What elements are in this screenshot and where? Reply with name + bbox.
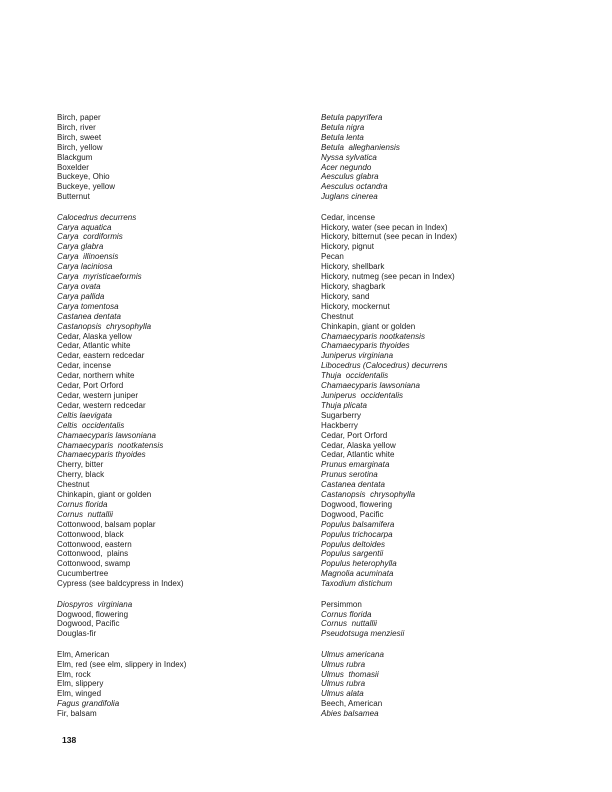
list-item: Cedar, Alaska yellow [321,440,396,450]
list-item: Dogwood, flowering [57,609,129,619]
list-item: Ulmus alata [321,689,364,699]
list-item: Elm, winged [57,689,102,699]
list-item: Chamaecyparis lawsoniana [321,381,421,391]
list-item: Chamaecyparis thyoides [321,341,410,351]
list-item: Cypress (see baldcypress in Index) [57,579,184,589]
list-item: Fagus grandifolia [57,699,120,709]
list-item: Cedar, Port Orford [57,381,124,391]
list-item: Cedar, western juniper [57,390,139,400]
list-item: Dogwood, Pacific [57,619,120,629]
list-block [57,650,321,719]
list-item: Diospyros virginiana [57,599,133,609]
list-item: Butternut [57,192,90,202]
list-item: Hackberry [321,420,358,430]
list-item: Populus trichocarpa [321,529,393,539]
list-item: Carya glabra [57,242,104,252]
two-column-name-list [0,113,612,730]
list-item: Dogwood, flowering [321,499,393,509]
list-block [57,600,321,640]
list-item: Castanopsis chrysophylla [321,490,416,500]
list-item: Cottonwood, balsam poplar [57,519,156,529]
list-item: Thuja plicata [321,400,368,410]
list-item: Cedar, Atlantic white [57,341,131,351]
list-item: Elm, American [57,649,110,659]
list-item: Hickory, bitternut (see pecan in Index) [321,232,458,242]
list-item: Aesculus octandra [321,182,388,192]
list-item: Betula alleghaniensis [321,142,400,152]
list-item: Cottonwood, swamp [57,559,131,569]
column-right-names [321,113,601,730]
list-item: Elm, slippery [57,679,104,689]
list-item: Carya cordiformis [57,232,123,242]
list-item: Cedar, incense [57,361,112,371]
list-item: Hickory, shagbark [321,282,386,291]
list-item: Hickory, mockernut [321,301,390,311]
list-item: Celtis laevigata [57,410,113,420]
list-item: Cedar, northern white [57,371,135,381]
list-item: Castanopsis chrysophylla [57,321,152,331]
list-item: Hickory, water (see pecan in Index) [321,222,448,232]
list-item: Carya pallida [57,291,105,301]
list-block [321,113,601,202]
list-item: Birch, paper [57,113,101,122]
list-item: Chamaecyparis lawsoniana [57,430,157,440]
list-item: Carya illinoensis [57,252,119,262]
list-item: Thuja occidentalis [321,371,389,381]
list-item: Birch, river [57,122,96,132]
list-item: Elm, rock [57,669,91,679]
list-item: Chamaecyparis nootkatensis [321,331,426,341]
list-block [321,650,601,719]
list-item: Chamaecyparis thyoides [57,450,146,460]
list-item: Magnolia acuminata [321,569,394,579]
list-item: Ulmus rubra [321,679,366,689]
list-item: Populus heterophylla [321,559,397,569]
list-item: Populus balsamifera [321,519,395,529]
list-item: Sugarberry [321,410,362,420]
list-item: Hickory, sand [321,291,370,301]
list-item: Cedar, Atlantic white [321,450,395,460]
list-item: Prunus emarginata [321,460,390,470]
list-item: Boxelder [57,162,89,172]
list-item: Celtis occidentalis [57,420,125,430]
list-item: Populus sargentii [321,549,384,559]
list-item: Carya aquatica [57,222,112,232]
list-item: Libocedrus (Calocedrus) decurrens [321,361,448,371]
list-item: Juniperus occidentalis [321,390,404,400]
list-item: Carya laciniosa [57,262,113,272]
list-item: Betula papyrifera [321,113,383,122]
list-item: Hickory, nutmeg (see pecan in Index) [321,272,455,282]
list-item: Cucumbertree [57,569,109,579]
list-item: Cottonwood, plains [57,549,129,559]
list-item: Betula nigra [321,122,365,132]
list-item: Pseudotsuga menziesii [321,629,405,639]
list-item: Cornus nuttallii [57,509,113,519]
list-item: Fir, balsam [57,709,97,719]
list-item: Chinkapin, giant or golden [321,321,416,331]
list-item: Cherry, bitter [57,460,104,470]
list-item: Cornus florida [57,499,108,509]
list-item: Cedar, Alaska yellow [57,331,132,341]
list-item: Cottonwood, eastern [57,539,132,549]
list-block [57,213,321,589]
list-block [321,213,601,589]
list-item: Hickory, shellbark [321,262,385,272]
list-item: Beech, American [321,699,383,709]
list-item: Ulmus americana [321,649,384,659]
list-item: Carya tomentosa [57,301,119,311]
list-item: Cottonwood, black [57,529,124,539]
list-item: Birch, yellow [57,142,103,152]
list-item: Abies balsamea [321,709,379,719]
list-item: Taxodium distichum [321,579,393,589]
list-item: Castanea dentata [321,480,385,490]
list-item: Buckeye, yellow [57,182,116,192]
list-item: Aesculus glabra [321,172,379,182]
list-item: Blackgum [57,152,93,162]
list-item: Nyssa sylvatica [321,152,377,162]
list-item: Chestnut [321,311,354,321]
list-item: Cornus florida [321,609,372,619]
list-item: Juglans cinerea [321,192,378,202]
list-block [321,600,601,640]
list-item: Juniperus virginiana [321,351,394,361]
list-item: Douglas-fir [57,629,97,639]
list-item: Castanea dentata [57,311,121,321]
list-item: Carya myristicaeformis [57,272,142,282]
list-item: Cornus nuttallii [321,619,377,629]
list-item: Dogwood, Pacific [321,509,384,519]
list-item: Prunus serotina [321,470,378,480]
list-item: Cedar, incense [321,212,376,222]
list-block [57,113,321,202]
list-item: Ulmus thomasii [321,669,379,679]
list-item: Chinkapin, giant or golden [57,490,152,500]
list-item: Pecan [321,252,344,262]
list-item: Cedar, Port Orford [321,430,388,440]
list-item: Chestnut [57,480,90,490]
list-item: Ulmus rubra [321,659,366,669]
list-item: Buckeye, Ohio [57,172,110,182]
list-item: Calocedrus decurrens [57,212,137,222]
list-item: Hickory, pignut [321,242,375,252]
column-left-names [57,113,321,730]
list-item: Cherry, black [57,470,105,480]
list-item: Birch, sweet [57,132,102,142]
list-item: Cedar, eastern redcedar [57,351,145,361]
list-item: Chamaecyparis nootkatensis [57,440,164,450]
list-item: Acer negundo [321,162,372,172]
list-item: Carya ovata [57,282,101,291]
list-item: Elm, red (see elm, slippery in Index) [57,659,187,669]
list-item: Betula lenta [321,132,364,142]
page-number: 138 [62,735,77,745]
list-item: Populus deltoides [321,539,386,549]
list-item: Persimmon [321,599,362,609]
list-item: Cedar, western redcedar [57,400,146,410]
